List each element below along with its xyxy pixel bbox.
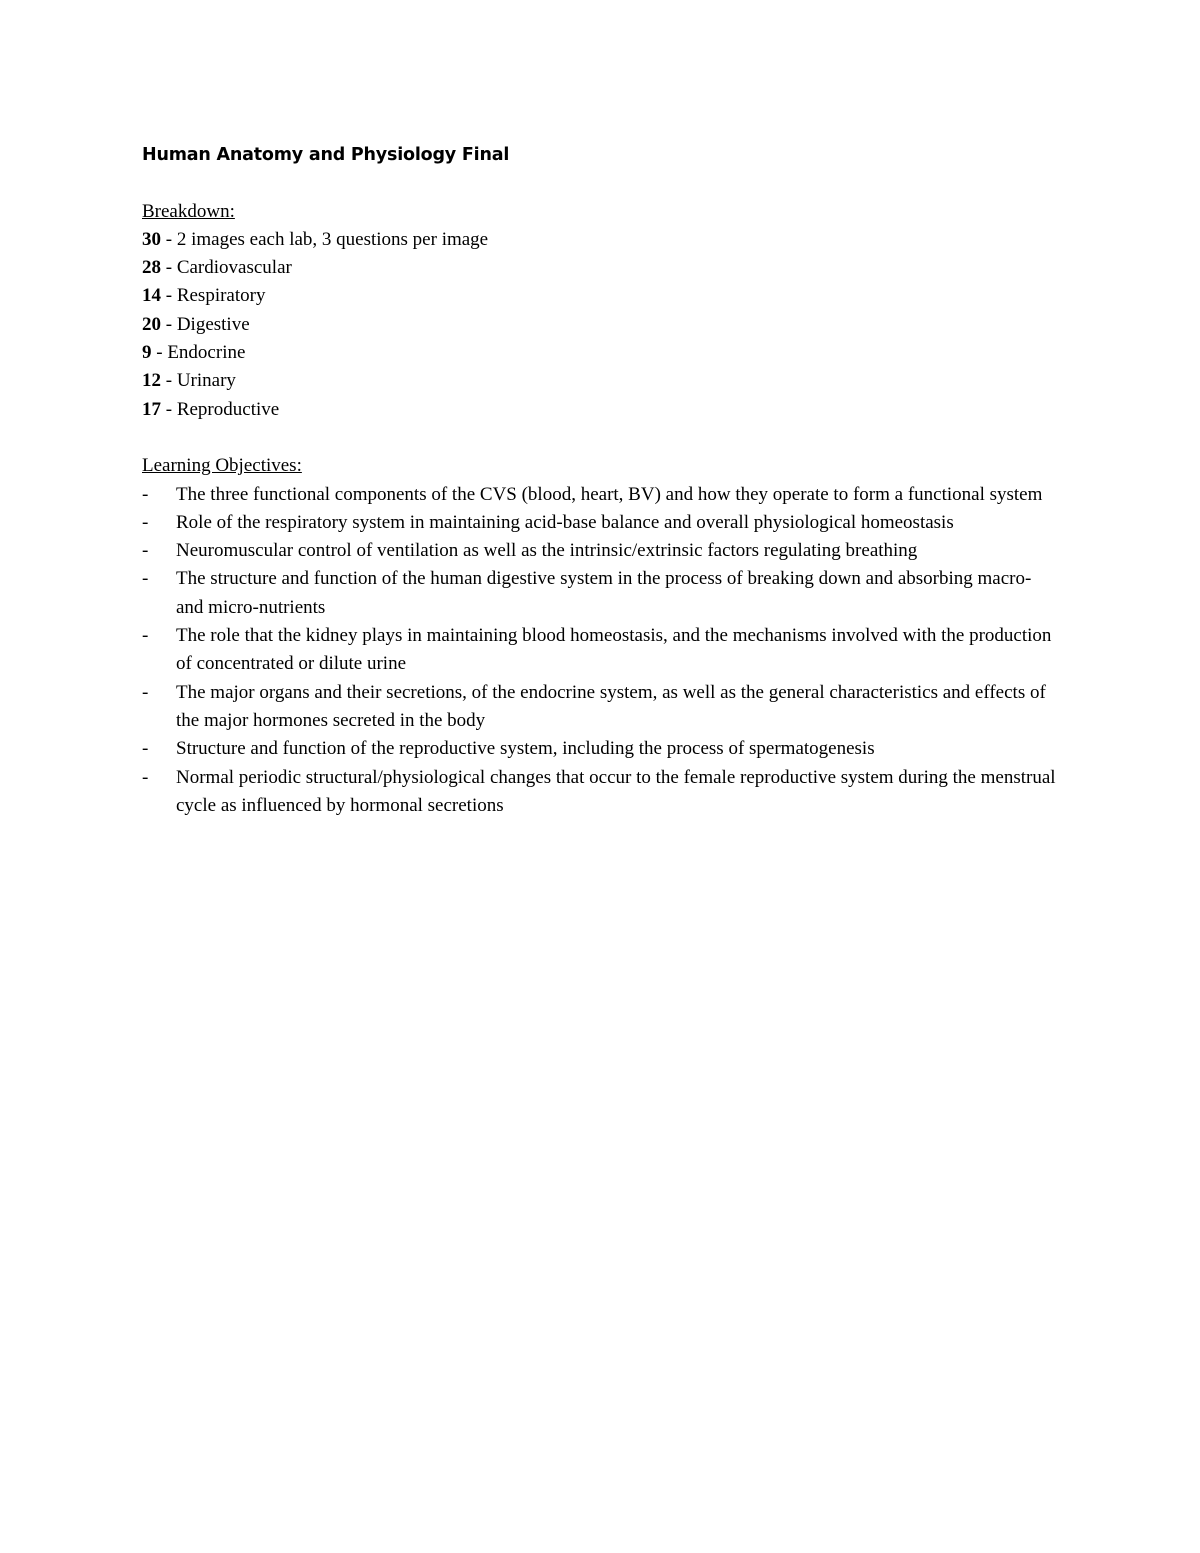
bullet-dash: -	[142, 766, 149, 788]
objective-text: The major organs and their secretions, of the endocrine system, as well as the general characteristics and effects of the major hormones secreted in the body	[176, 681, 1046, 731]
breakdown-row	[142, 282, 1062, 310]
breakdown-list	[142, 226, 1062, 424]
breakdown-topic: Urinary	[176, 370, 236, 392]
objective-text: Structure and function of the reproductive system, including the process of spermatogenesis	[176, 738, 875, 760]
bullet-dash: -	[142, 568, 149, 590]
bullet-dash: -	[142, 738, 149, 760]
objective-text: The structure and function of the human digestive system in the process of breaking down and absorbing macro- and micro-nutrients	[176, 568, 1032, 618]
breakdown-count: 30	[142, 228, 161, 250]
breakdown-count: 9	[142, 342, 152, 364]
breakdown-row	[142, 367, 1062, 395]
breakdown-topic: Endocrine	[167, 342, 246, 364]
breakdown-count: 14	[142, 285, 161, 307]
objectives-heading: Learning Objectives:	[142, 455, 302, 477]
objective-text: Neuromuscular control of ventilation as well as the intrinsic/extrinsic factors regulating breathing	[176, 540, 918, 562]
bullet-dash: -	[142, 681, 149, 703]
breakdown-separator: -	[161, 228, 177, 250]
breakdown-count: 12	[142, 370, 161, 392]
objective-item	[142, 622, 1062, 679]
breakdown-separator: -	[161, 285, 177, 307]
breakdown-topic: Reproductive	[176, 398, 280, 420]
bullet-dash: -	[142, 625, 149, 647]
objective-text: Role of the respiratory system in maintaining acid-base balance and overall physiological homeostasis	[176, 511, 954, 533]
breakdown-heading: Breakdown:	[142, 200, 235, 222]
objective-item	[142, 509, 1062, 537]
bullet-dash: -	[142, 483, 149, 505]
breakdown-separator: -	[161, 313, 177, 335]
breakdown-count: 28	[142, 257, 161, 279]
bullet-dash: -	[142, 540, 149, 562]
objectives-list	[142, 481, 1062, 821]
objective-item	[142, 735, 1062, 763]
breakdown-separator: -	[161, 398, 177, 420]
breakdown-separator: -	[161, 370, 177, 392]
objective-item	[142, 537, 1062, 565]
breakdown-row	[142, 339, 1062, 367]
breakdown-topic: Cardiovascular	[176, 257, 292, 279]
breakdown-separator: -	[161, 257, 177, 279]
objective-item	[142, 764, 1062, 821]
breakdown-separator: -	[151, 342, 168, 364]
breakdown-row	[142, 396, 1062, 424]
breakdown-row	[142, 311, 1062, 339]
document-title: Human Anatomy and Physiology Final	[142, 145, 510, 165]
document-body	[142, 141, 1062, 820]
blank-line	[142, 169, 1062, 197]
objective-text: Normal periodic structural/physiological changes that occur to the female reproductive system during the menstrual cycle as influenced by hormonal secretions	[176, 766, 1056, 816]
objective-item	[142, 481, 1062, 509]
breakdown-topic: Digestive	[176, 313, 250, 335]
objective-item	[142, 679, 1062, 736]
breakdown-row	[142, 226, 1062, 254]
blank-line	[142, 424, 1062, 452]
bullet-dash: -	[142, 511, 149, 533]
breakdown-count: 17	[142, 398, 161, 420]
breakdown-row	[142, 254, 1062, 282]
breakdown-topic: 2 images each lab, 3 questions per image	[176, 228, 489, 250]
objective-item	[142, 565, 1062, 622]
breakdown-topic: Respiratory	[176, 285, 266, 307]
objective-text: The role that the kidney plays in maintaining blood homeostasis, and the mechanisms involved with the production of concentrated or dilute urine	[176, 625, 1052, 675]
objective-text: The three functional components of the CVS (blood, heart, BV) and how they operate to form a functional system	[176, 483, 1043, 505]
breakdown-count: 20	[142, 313, 161, 335]
